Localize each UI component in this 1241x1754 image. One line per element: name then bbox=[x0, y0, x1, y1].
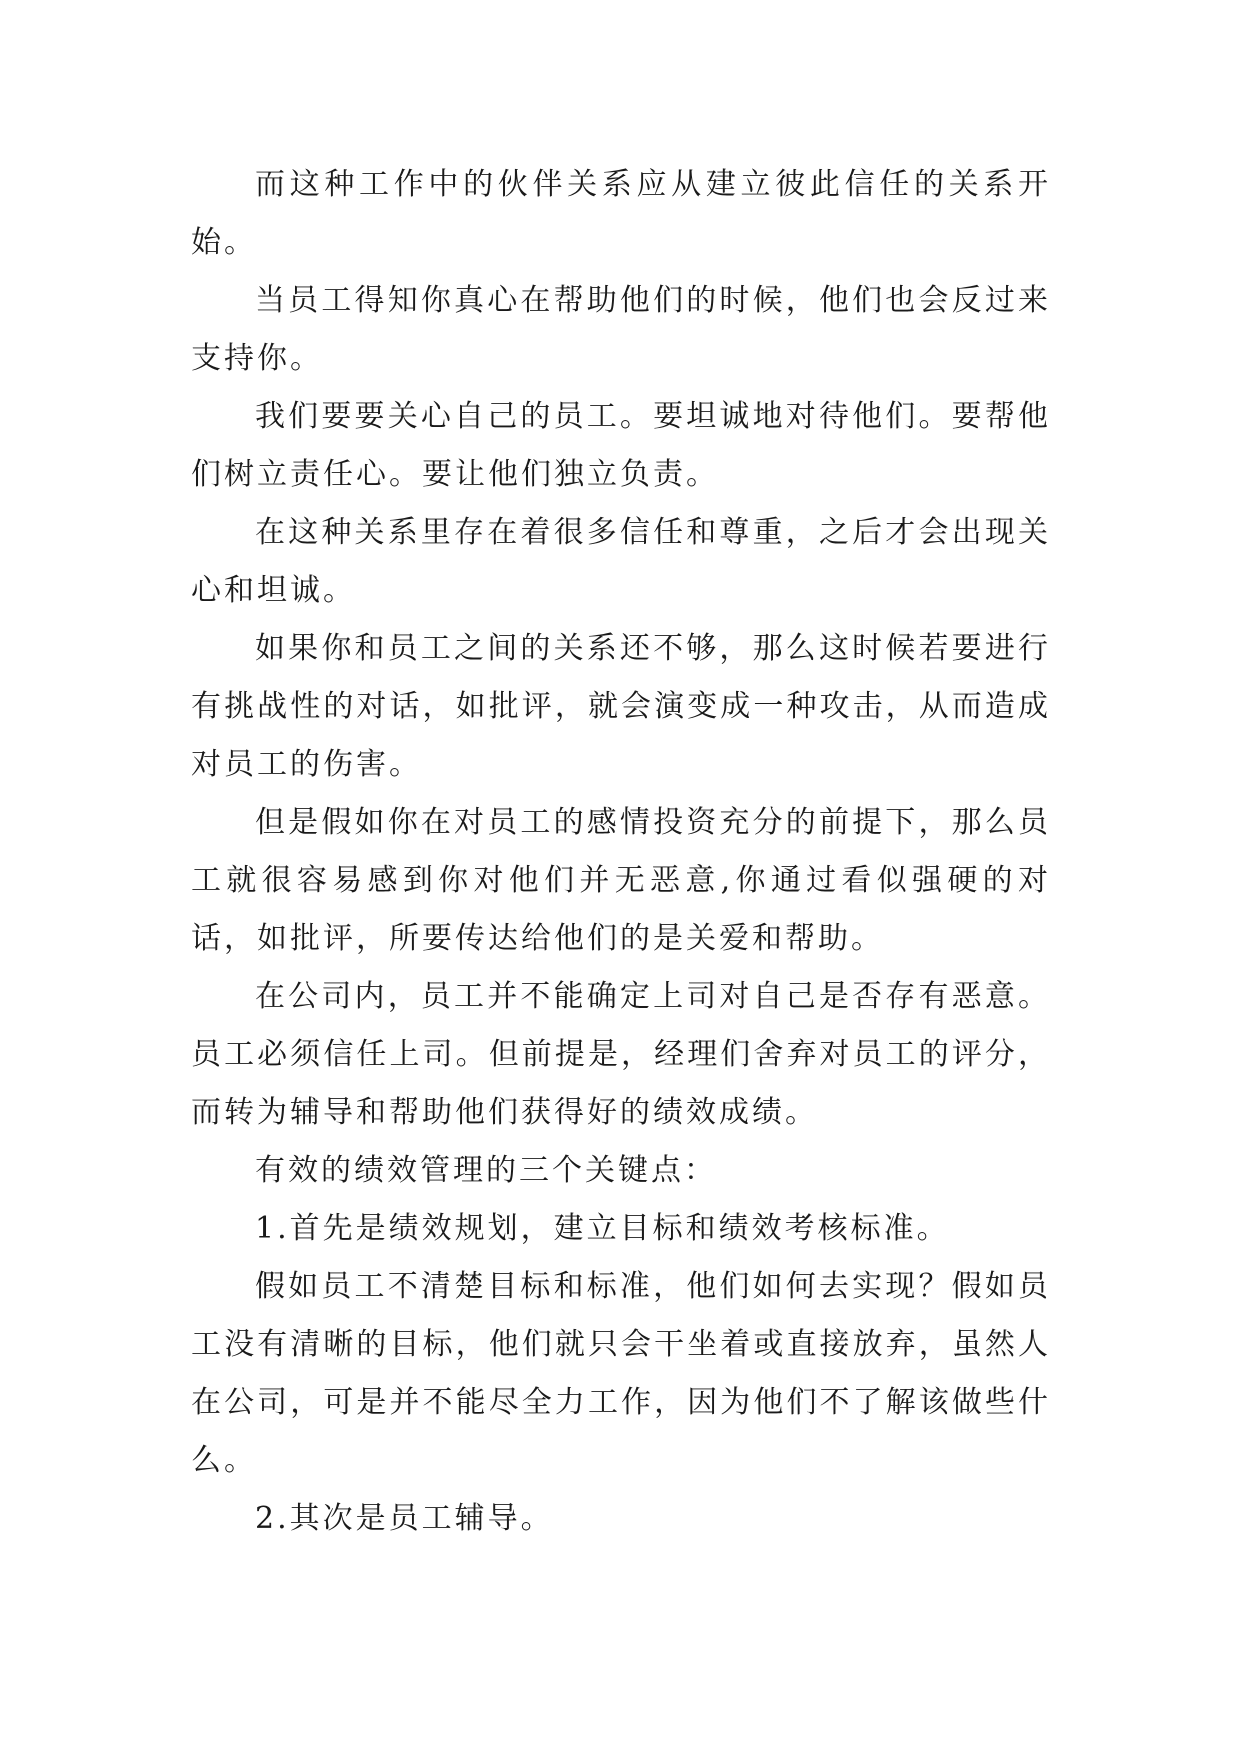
list-item-paragraph: 1.首先是绩效规划，建立目标和绩效考核标准。 bbox=[255, 1211, 950, 1246]
document-body bbox=[191, 156, 1051, 1548]
paragraph: 当员工得知你真心在帮助他们的时候，他们也会反过来支持你。 bbox=[191, 283, 1051, 376]
list-item-paragraph: 2.其次是员工辅导。 bbox=[255, 1501, 554, 1536]
paragraph: 在公司内，员工并不能确定上司对自己是否存有恶意。员工必须信任上司。但前提是，经理们舍弃对员工的评分，而转为辅导和帮助他们获得好的绩效成绩。 bbox=[191, 979, 1051, 1130]
paragraph: 如果你和员工之间的关系还不够，那么这时候若要进行有挑战性的对话，如批评，就会演变成一种攻击，从而造成对员工的伤害。 bbox=[191, 631, 1051, 782]
paragraph: 有效的绩效管理的三个关键点： bbox=[255, 1153, 717, 1188]
paragraph: 在这种关系里存在着很多信任和尊重，之后才会出现关心和坦诚。 bbox=[191, 515, 1051, 608]
paragraph: 但是假如你在对员工的感情投资充分的前提下，那么员工就很容易感到你对他们并无恶意,你通过看似强硬的对话，如批评，所要传达给他们的是关爱和帮助。 bbox=[191, 805, 1051, 956]
paragraph: 假如员工不清楚目标和标准，他们如何去实现？假如员工没有清晰的目标，他们就只会干坐着或直接放弃，虽然人在公司，可是并不能尽全力工作，因为他们不了解该做些什么。 bbox=[191, 1269, 1051, 1478]
paragraph: 而这种工作中的伙伴关系应从建立彼此信任的关系开始。 bbox=[191, 167, 1051, 260]
paragraph: 我们要要关心自己的员工。要坦诚地对待他们。要帮他们树立责任心。要让他们独立负责。 bbox=[191, 399, 1051, 492]
